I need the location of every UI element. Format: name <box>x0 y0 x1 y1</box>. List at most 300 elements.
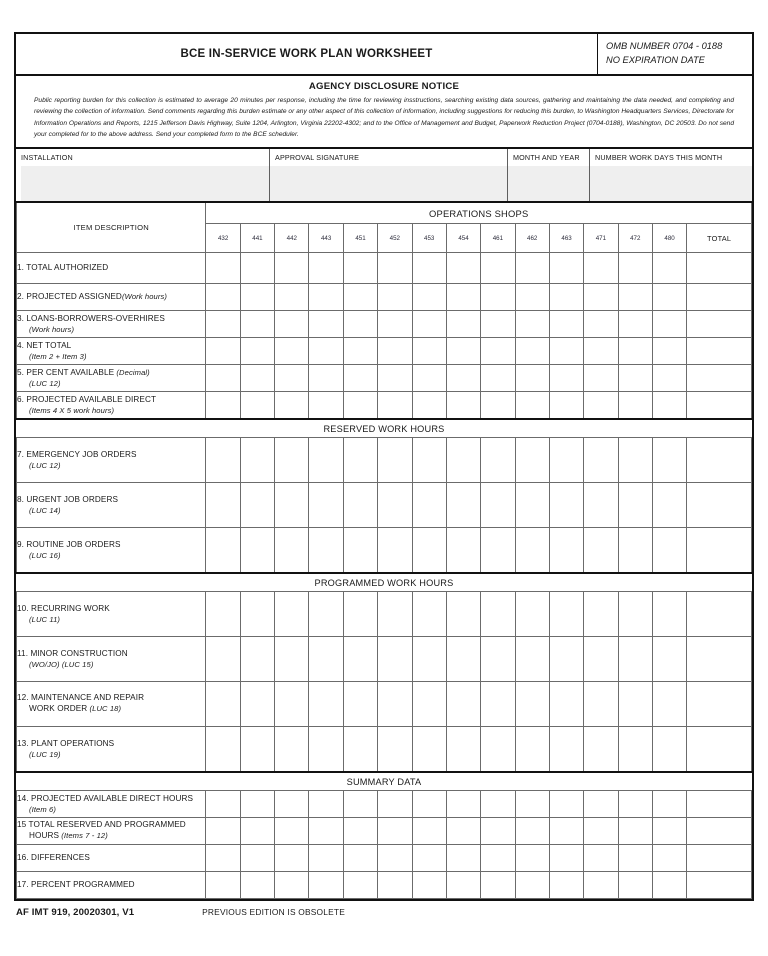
shop-value-cell[interactable] <box>343 483 377 528</box>
shop-value-cell[interactable] <box>549 592 583 637</box>
title-row <box>16 34 752 76</box>
table-head <box>17 203 752 253</box>
shop-value-cell[interactable] <box>618 872 652 899</box>
shop-value-cell[interactable] <box>652 682 686 727</box>
table-row <box>17 253 752 284</box>
shop-value-cell[interactable] <box>618 284 652 311</box>
shop-value-cell[interactable] <box>378 284 412 311</box>
total-value-cell[interactable] <box>687 438 752 483</box>
shop-value-cell[interactable] <box>309 284 343 311</box>
shop-value-cell[interactable] <box>343 791 377 818</box>
total-value-cell[interactable] <box>687 682 752 727</box>
shop-value-cell[interactable] <box>206 818 240 845</box>
shop-value-cell[interactable] <box>584 818 618 845</box>
shop-value-cell[interactable] <box>481 592 515 637</box>
shop-value-cell[interactable] <box>549 365 583 392</box>
shop-value-cell[interactable] <box>652 727 686 773</box>
shop-value-cell[interactable] <box>584 253 618 284</box>
shop-value-cell[interactable] <box>446 637 480 682</box>
shop-value-cell[interactable] <box>378 727 412 773</box>
shop-value-cell[interactable] <box>618 818 652 845</box>
shop-value-cell[interactable] <box>309 392 343 420</box>
shop-value-cell[interactable] <box>515 682 549 727</box>
shop-value-cell[interactable] <box>275 682 309 727</box>
shop-value-cell[interactable] <box>240 392 274 420</box>
shop-value-cell[interactable] <box>481 872 515 899</box>
installation-field[interactable] <box>16 149 269 201</box>
shop-value-cell[interactable] <box>412 365 446 392</box>
shop-value-cell[interactable] <box>584 528 618 574</box>
shop-value-cell[interactable] <box>343 365 377 392</box>
shop-value-cell[interactable] <box>240 338 274 365</box>
month-and-year-field[interactable] <box>507 149 589 201</box>
shop-value-cell[interactable] <box>240 637 274 682</box>
item-subtext: (WO/JO) (LUC 15) <box>29 659 94 669</box>
shop-value-cell[interactable] <box>378 682 412 727</box>
shop-value-cell[interactable] <box>652 791 686 818</box>
shop-value-cell[interactable] <box>481 438 515 483</box>
item-subtext: (LUC 11) <box>29 614 61 624</box>
shop-value-cell[interactable] <box>240 682 274 727</box>
total-value-cell[interactable] <box>687 791 752 818</box>
shop-value-cell[interactable] <box>412 682 446 727</box>
shop-value-cell[interactable] <box>584 438 618 483</box>
shop-value-cell[interactable] <box>309 818 343 845</box>
number-work-days-input[interactable] <box>590 166 752 201</box>
shop-value-cell[interactable] <box>206 365 240 392</box>
shop-value-cell[interactable] <box>618 592 652 637</box>
shop-value-cell[interactable] <box>309 311 343 338</box>
shop-value-cell[interactable] <box>549 845 583 872</box>
total-value-cell[interactable] <box>687 365 752 392</box>
shop-value-cell[interactable] <box>240 253 274 284</box>
item-label: 4. NET TOTAL <box>17 340 72 350</box>
shop-value-cell[interactable] <box>275 311 309 338</box>
shop-value-cell[interactable] <box>481 365 515 392</box>
shop-value-cell[interactable] <box>618 392 652 420</box>
shop-value-cell[interactable] <box>412 253 446 284</box>
shop-value-cell[interactable] <box>515 311 549 338</box>
shop-value-cell[interactable] <box>275 818 309 845</box>
item-description-cell <box>17 311 206 338</box>
shop-value-cell[interactable] <box>481 528 515 574</box>
shop-value-cell[interactable] <box>275 284 309 311</box>
shop-value-cell[interactable] <box>412 637 446 682</box>
shop-value-cell[interactable] <box>275 338 309 365</box>
shop-value-cell[interactable] <box>549 637 583 682</box>
section-band <box>17 573 752 592</box>
total-value-cell[interactable] <box>687 845 752 872</box>
shop-value-cell[interactable] <box>515 438 549 483</box>
shop-value-cell[interactable] <box>446 682 480 727</box>
shop-value-cell[interactable] <box>446 253 480 284</box>
shop-value-cell[interactable] <box>240 791 274 818</box>
shop-value-cell[interactable] <box>652 872 686 899</box>
shop-value-cell[interactable] <box>343 872 377 899</box>
shop-value-cell[interactable] <box>412 284 446 311</box>
shop-value-cell[interactable] <box>206 682 240 727</box>
shop-value-cell[interactable] <box>206 637 240 682</box>
shop-value-cell[interactable] <box>618 311 652 338</box>
shop-value-cell[interactable] <box>412 338 446 365</box>
shop-value-cell[interactable] <box>412 872 446 899</box>
shop-value-cell[interactable] <box>618 845 652 872</box>
shop-value-cell[interactable] <box>549 338 583 365</box>
shop-value-cell[interactable] <box>549 311 583 338</box>
shop-value-cell[interactable] <box>549 818 583 845</box>
shop-value-cell[interactable] <box>584 284 618 311</box>
shop-value-cell[interactable] <box>275 592 309 637</box>
shop-value-cell[interactable] <box>515 483 549 528</box>
total-value-cell[interactable] <box>687 483 752 528</box>
shop-value-cell[interactable] <box>549 791 583 818</box>
shop-value-cell[interactable] <box>206 438 240 483</box>
section-band <box>17 772 752 791</box>
shop-value-cell[interactable] <box>481 311 515 338</box>
shop-value-cell[interactable] <box>446 791 480 818</box>
shop-value-cell[interactable] <box>240 483 274 528</box>
shop-value-cell[interactable] <box>240 592 274 637</box>
shop-column-header: 462 <box>515 224 549 253</box>
shop-value-cell[interactable] <box>618 483 652 528</box>
shop-value-cell[interactable] <box>206 311 240 338</box>
shop-value-cell[interactable] <box>549 284 583 311</box>
shop-value-cell[interactable] <box>515 637 549 682</box>
omb-cell <box>597 34 752 74</box>
shop-value-cell[interactable] <box>446 365 480 392</box>
shop-value-cell[interactable] <box>378 483 412 528</box>
total-value-cell[interactable] <box>687 818 752 845</box>
shop-value-cell[interactable] <box>584 682 618 727</box>
shop-value-cell[interactable] <box>515 253 549 284</box>
table-head-row-1 <box>17 203 752 224</box>
shop-value-cell[interactable] <box>618 438 652 483</box>
shop-value-cell[interactable] <box>378 872 412 899</box>
shop-value-cell[interactable] <box>275 483 309 528</box>
item-label: 12. MAINTENANCE AND REPAIR <box>17 693 145 703</box>
shop-value-cell[interactable] <box>309 727 343 773</box>
shop-value-cell[interactable] <box>343 253 377 284</box>
approval-signature-label: APPROVAL SIGNATURE <box>275 153 360 163</box>
shop-value-cell[interactable] <box>412 845 446 872</box>
shop-value-cell[interactable] <box>481 483 515 528</box>
shop-value-cell[interactable] <box>515 845 549 872</box>
shop-value-cell[interactable] <box>618 253 652 284</box>
shop-value-cell[interactable] <box>515 365 549 392</box>
shop-value-cell[interactable] <box>481 727 515 773</box>
shop-value-cell[interactable] <box>584 727 618 773</box>
shop-value-cell[interactable] <box>549 253 583 284</box>
shop-value-cell[interactable] <box>240 438 274 483</box>
shop-value-cell[interactable] <box>515 528 549 574</box>
shop-value-cell[interactable] <box>446 438 480 483</box>
total-value-cell[interactable] <box>687 311 752 338</box>
item-description-cell <box>17 483 206 528</box>
shop-value-cell[interactable] <box>275 845 309 872</box>
shop-value-cell[interactable] <box>378 791 412 818</box>
shop-value-cell[interactable] <box>206 845 240 872</box>
shop-value-cell[interactable] <box>515 338 549 365</box>
item-description-cell <box>17 637 206 682</box>
item-description-cell <box>17 872 206 899</box>
item-subtext: (LUC 16) <box>29 550 61 560</box>
shop-value-cell[interactable] <box>549 528 583 574</box>
shop-value-cell[interactable] <box>652 818 686 845</box>
shop-value-cell[interactable] <box>652 338 686 365</box>
shop-value-cell[interactable] <box>549 872 583 899</box>
shop-value-cell[interactable] <box>549 682 583 727</box>
shop-value-cell[interactable] <box>584 637 618 682</box>
shop-value-cell[interactable] <box>378 338 412 365</box>
approval-signature-field[interactable] <box>269 149 507 201</box>
shop-value-cell[interactable] <box>652 592 686 637</box>
shop-value-cell[interactable] <box>309 637 343 682</box>
shop-value-cell[interactable] <box>378 365 412 392</box>
shop-value-cell[interactable] <box>652 845 686 872</box>
shop-value-cell[interactable] <box>343 438 377 483</box>
shop-value-cell[interactable] <box>515 284 549 311</box>
total-value-cell[interactable] <box>687 338 752 365</box>
shop-value-cell[interactable] <box>343 682 377 727</box>
shop-value-cell[interactable] <box>240 284 274 311</box>
shop-value-cell[interactable] <box>343 284 377 311</box>
shop-value-cell[interactable] <box>618 528 652 574</box>
shop-value-cell[interactable] <box>240 818 274 845</box>
shop-value-cell[interactable] <box>446 872 480 899</box>
shop-value-cell[interactable] <box>275 791 309 818</box>
shop-value-cell[interactable] <box>378 311 412 338</box>
shop-value-cell[interactable] <box>584 338 618 365</box>
installation-input[interactable] <box>21 166 269 201</box>
shop-value-cell[interactable] <box>652 438 686 483</box>
shop-value-cell[interactable] <box>446 392 480 420</box>
shop-value-cell[interactable] <box>412 818 446 845</box>
shop-value-cell[interactable] <box>378 592 412 637</box>
total-column-header: TOTAL <box>687 224 752 253</box>
shop-value-cell[interactable] <box>481 791 515 818</box>
shop-value-cell[interactable] <box>618 791 652 818</box>
shop-value-cell[interactable] <box>343 637 377 682</box>
item-label: 10. RECURRING WORK <box>17 603 110 613</box>
shop-value-cell[interactable] <box>481 338 515 365</box>
shop-value-cell[interactable] <box>240 365 274 392</box>
shop-value-cell[interactable] <box>549 483 583 528</box>
shop-value-cell[interactable] <box>275 528 309 574</box>
shop-value-cell[interactable] <box>309 791 343 818</box>
shop-value-cell[interactable] <box>549 727 583 773</box>
shop-value-cell[interactable] <box>446 845 480 872</box>
shop-value-cell[interactable] <box>412 311 446 338</box>
shop-value-cell[interactable] <box>446 818 480 845</box>
shop-value-cell[interactable] <box>481 818 515 845</box>
shop-value-cell[interactable] <box>275 438 309 483</box>
shop-value-cell[interactable] <box>446 727 480 773</box>
total-value-cell[interactable] <box>687 872 752 899</box>
shop-value-cell[interactable] <box>309 682 343 727</box>
shop-value-cell[interactable] <box>515 392 549 420</box>
shop-value-cell[interactable] <box>378 637 412 682</box>
shop-value-cell[interactable] <box>446 311 480 338</box>
shop-value-cell[interactable] <box>515 791 549 818</box>
shop-value-cell[interactable] <box>652 637 686 682</box>
shop-value-cell[interactable] <box>343 592 377 637</box>
shop-value-cell[interactable] <box>618 682 652 727</box>
shop-value-cell[interactable] <box>206 338 240 365</box>
shop-column-header: 452 <box>378 224 412 253</box>
shop-value-cell[interactable] <box>584 365 618 392</box>
shop-value-cell[interactable] <box>412 791 446 818</box>
shop-value-cell[interactable] <box>481 284 515 311</box>
shop-value-cell[interactable] <box>378 818 412 845</box>
shop-value-cell[interactable] <box>309 483 343 528</box>
shop-value-cell[interactable] <box>412 592 446 637</box>
shop-value-cell[interactable] <box>275 637 309 682</box>
table-row <box>17 338 752 365</box>
shop-value-cell[interactable] <box>446 338 480 365</box>
shop-value-cell[interactable] <box>618 338 652 365</box>
shop-column-header: 472 <box>618 224 652 253</box>
shop-column-header: 454 <box>446 224 480 253</box>
shop-value-cell[interactable] <box>515 727 549 773</box>
total-value-cell[interactable] <box>687 637 752 682</box>
shop-value-cell[interactable] <box>652 528 686 574</box>
shop-value-cell[interactable] <box>343 392 377 420</box>
shop-value-cell[interactable] <box>446 483 480 528</box>
total-value-cell[interactable] <box>687 284 752 311</box>
shop-value-cell[interactable] <box>378 845 412 872</box>
shop-value-cell[interactable] <box>275 727 309 773</box>
item-description-cell <box>17 727 206 773</box>
shop-value-cell[interactable] <box>309 365 343 392</box>
shop-value-cell[interactable] <box>481 637 515 682</box>
shop-value-cell[interactable] <box>206 483 240 528</box>
shop-value-cell[interactable] <box>309 438 343 483</box>
shop-value-cell[interactable] <box>584 845 618 872</box>
shop-value-cell[interactable] <box>412 392 446 420</box>
shop-value-cell[interactable] <box>206 727 240 773</box>
shop-value-cell[interactable] <box>206 253 240 284</box>
shop-value-cell[interactable] <box>481 682 515 727</box>
shop-value-cell[interactable] <box>481 253 515 284</box>
identification-row <box>16 149 752 203</box>
shop-value-cell[interactable] <box>584 392 618 420</box>
shop-value-cell[interactable] <box>206 791 240 818</box>
shop-value-cell[interactable] <box>240 845 274 872</box>
shop-value-cell[interactable] <box>206 592 240 637</box>
shop-value-cell[interactable] <box>240 311 274 338</box>
item-label: 3. LOANS-BORROWERS-OVERHIRES <box>17 313 165 323</box>
shop-value-cell[interactable] <box>275 392 309 420</box>
shop-value-cell[interactable] <box>515 592 549 637</box>
shop-value-cell[interactable] <box>584 311 618 338</box>
shop-value-cell[interactable] <box>652 365 686 392</box>
table-row <box>17 284 752 311</box>
shop-value-cell[interactable] <box>515 818 549 845</box>
total-value-cell[interactable] <box>687 592 752 637</box>
shop-value-cell[interactable] <box>343 727 377 773</box>
shop-value-cell[interactable] <box>378 253 412 284</box>
shop-value-cell[interactable] <box>343 338 377 365</box>
shop-value-cell[interactable] <box>412 528 446 574</box>
shop-value-cell[interactable] <box>618 637 652 682</box>
shop-value-cell[interactable] <box>584 592 618 637</box>
shop-value-cell[interactable] <box>481 392 515 420</box>
total-value-cell[interactable] <box>687 253 752 284</box>
shop-value-cell[interactable] <box>378 528 412 574</box>
shop-value-cell[interactable] <box>309 338 343 365</box>
shop-value-cell[interactable] <box>549 392 583 420</box>
shop-value-cell[interactable] <box>446 528 480 574</box>
shop-value-cell[interactable] <box>618 727 652 773</box>
disclosure-body: Public reporting burden for this collection is estimated to average 20 minutes per response, including the time for reviewing insstructions, searching existing data sources, gathering and maintaining the data needed, and completing and reviewing the collection of information. Send comments regarding this burden estimate or any other aspect of this collection of information, including suggestions for reducing this burden, to Washington Headquarters Services, Directorate for Information Operations and Reports, 1215 Jefferson Davis Highway, Suite 1204, Arlington, Virginia 22202-4302; and to the Office of Management and Budget, Paperwork Reduction Project (0704-0188), Washington, DC 20503. Do not send your completed for to the above address. Send your completed form to the BCE scheduler. <box>34 96 734 138</box>
shop-value-cell[interactable] <box>343 528 377 574</box>
shop-value-cell[interactable] <box>584 483 618 528</box>
approval-signature-input[interactable] <box>270 166 507 201</box>
shop-value-cell[interactable] <box>240 727 274 773</box>
form-footer <box>14 901 754 918</box>
shop-value-cell[interactable] <box>412 438 446 483</box>
shop-value-cell[interactable] <box>652 253 686 284</box>
shop-value-cell[interactable] <box>378 392 412 420</box>
shop-value-cell[interactable] <box>618 365 652 392</box>
shop-value-cell[interactable] <box>378 438 412 483</box>
shop-value-cell[interactable] <box>309 528 343 574</box>
table-row <box>17 818 752 845</box>
shop-value-cell[interactable] <box>343 311 377 338</box>
shop-value-cell[interactable] <box>206 392 240 420</box>
shop-value-cell[interactable] <box>206 528 240 574</box>
shop-value-cell[interactable] <box>240 528 274 574</box>
total-value-cell[interactable] <box>687 392 752 420</box>
shop-value-cell[interactable] <box>309 872 343 899</box>
shop-value-cell[interactable] <box>275 253 309 284</box>
shop-value-cell[interactable] <box>446 284 480 311</box>
shop-value-cell[interactable] <box>343 845 377 872</box>
agency-disclosure-notice <box>16 76 752 149</box>
shop-value-cell[interactable] <box>309 253 343 284</box>
month-and-year-input[interactable] <box>508 166 589 201</box>
shop-value-cell[interactable] <box>206 872 240 899</box>
shop-value-cell[interactable] <box>652 311 686 338</box>
item-subtext: (LUC 12) <box>29 460 61 470</box>
item-description-cell <box>17 338 206 365</box>
shop-value-cell[interactable] <box>275 872 309 899</box>
shop-value-cell[interactable] <box>309 845 343 872</box>
total-value-cell[interactable] <box>687 528 752 574</box>
shop-value-cell[interactable] <box>240 872 274 899</box>
item-description-cell <box>17 284 206 311</box>
total-value-cell[interactable] <box>687 727 752 773</box>
shop-value-cell[interactable] <box>481 845 515 872</box>
shop-value-cell[interactable] <box>652 392 686 420</box>
shop-value-cell[interactable] <box>343 818 377 845</box>
shop-value-cell[interactable] <box>584 791 618 818</box>
shop-value-cell[interactable] <box>584 872 618 899</box>
shop-value-cell[interactable] <box>446 592 480 637</box>
item-subtext: (Item 2 + Item 3) <box>29 351 87 361</box>
item-description-cell <box>17 791 206 818</box>
shop-value-cell[interactable] <box>206 284 240 311</box>
shop-value-cell[interactable] <box>652 483 686 528</box>
shop-value-cell[interactable] <box>652 284 686 311</box>
shop-value-cell[interactable] <box>412 727 446 773</box>
shop-value-cell[interactable] <box>549 438 583 483</box>
number-work-days-field[interactable] <box>589 149 752 201</box>
shop-value-cell[interactable] <box>275 365 309 392</box>
shop-value-cell[interactable] <box>515 872 549 899</box>
shop-value-cell[interactable] <box>412 483 446 528</box>
shop-value-cell[interactable] <box>309 592 343 637</box>
